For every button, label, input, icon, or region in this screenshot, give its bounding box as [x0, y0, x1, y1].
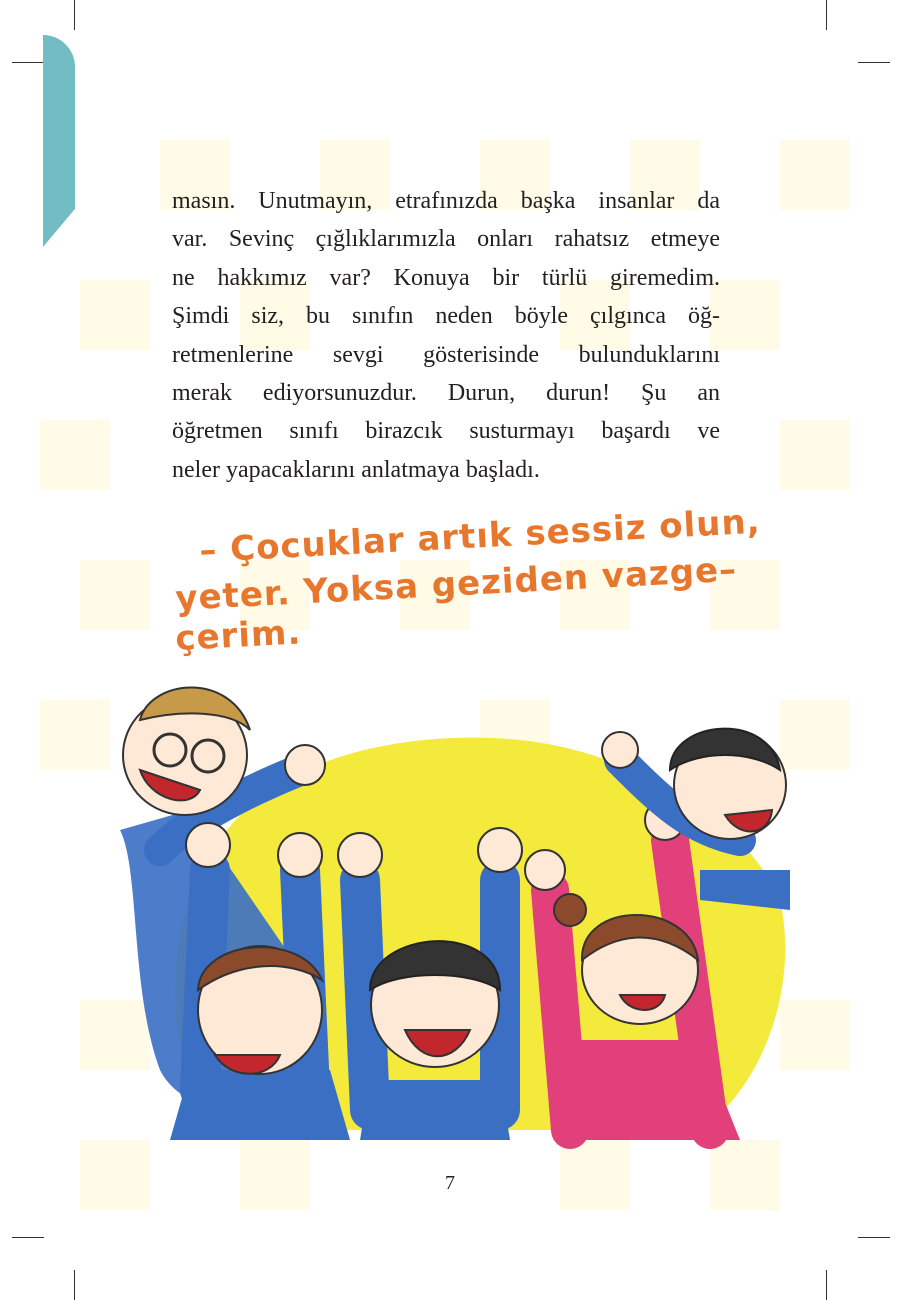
body-line: öğretmen sınıfı birazcık susturmayı başardı ve [172, 418, 720, 445]
body-line: masın. Unutmayın, etrafınızda başka insanlar da [172, 188, 720, 214]
crop-mark [74, 1270, 75, 1300]
quote-line: yeter. Yoksa geziden vazge– [174, 549, 738, 619]
body-line: merak ediyorsunuzdur. Durun, durun! Şu an [172, 380, 720, 407]
body-line: retmenlerine sevgi gösterisinde bulunduklarını [172, 341, 720, 368]
cheering-children-illustration [100, 670, 800, 1150]
crop-mark [858, 1237, 890, 1238]
quote-line: çerim. [174, 612, 303, 659]
body-line: neler yapacaklarını anlatmaya başladı. [172, 456, 540, 483]
crop-mark [12, 1237, 44, 1238]
body-line: var. Sevinç çığlıklarımızla onları rahatsız etmeye [172, 226, 720, 253]
body-line: ne hakkımız var? Konuya bir türlü giremedim. [172, 264, 720, 291]
crop-mark [826, 1270, 827, 1300]
page-number: 7 [445, 1172, 455, 1194]
body-line: Şimdi siz, bu sınıfın neden böyle çılgınca öğ- [172, 303, 720, 330]
quote-line: – Çocuklar artık sessiz olun, [198, 501, 762, 571]
